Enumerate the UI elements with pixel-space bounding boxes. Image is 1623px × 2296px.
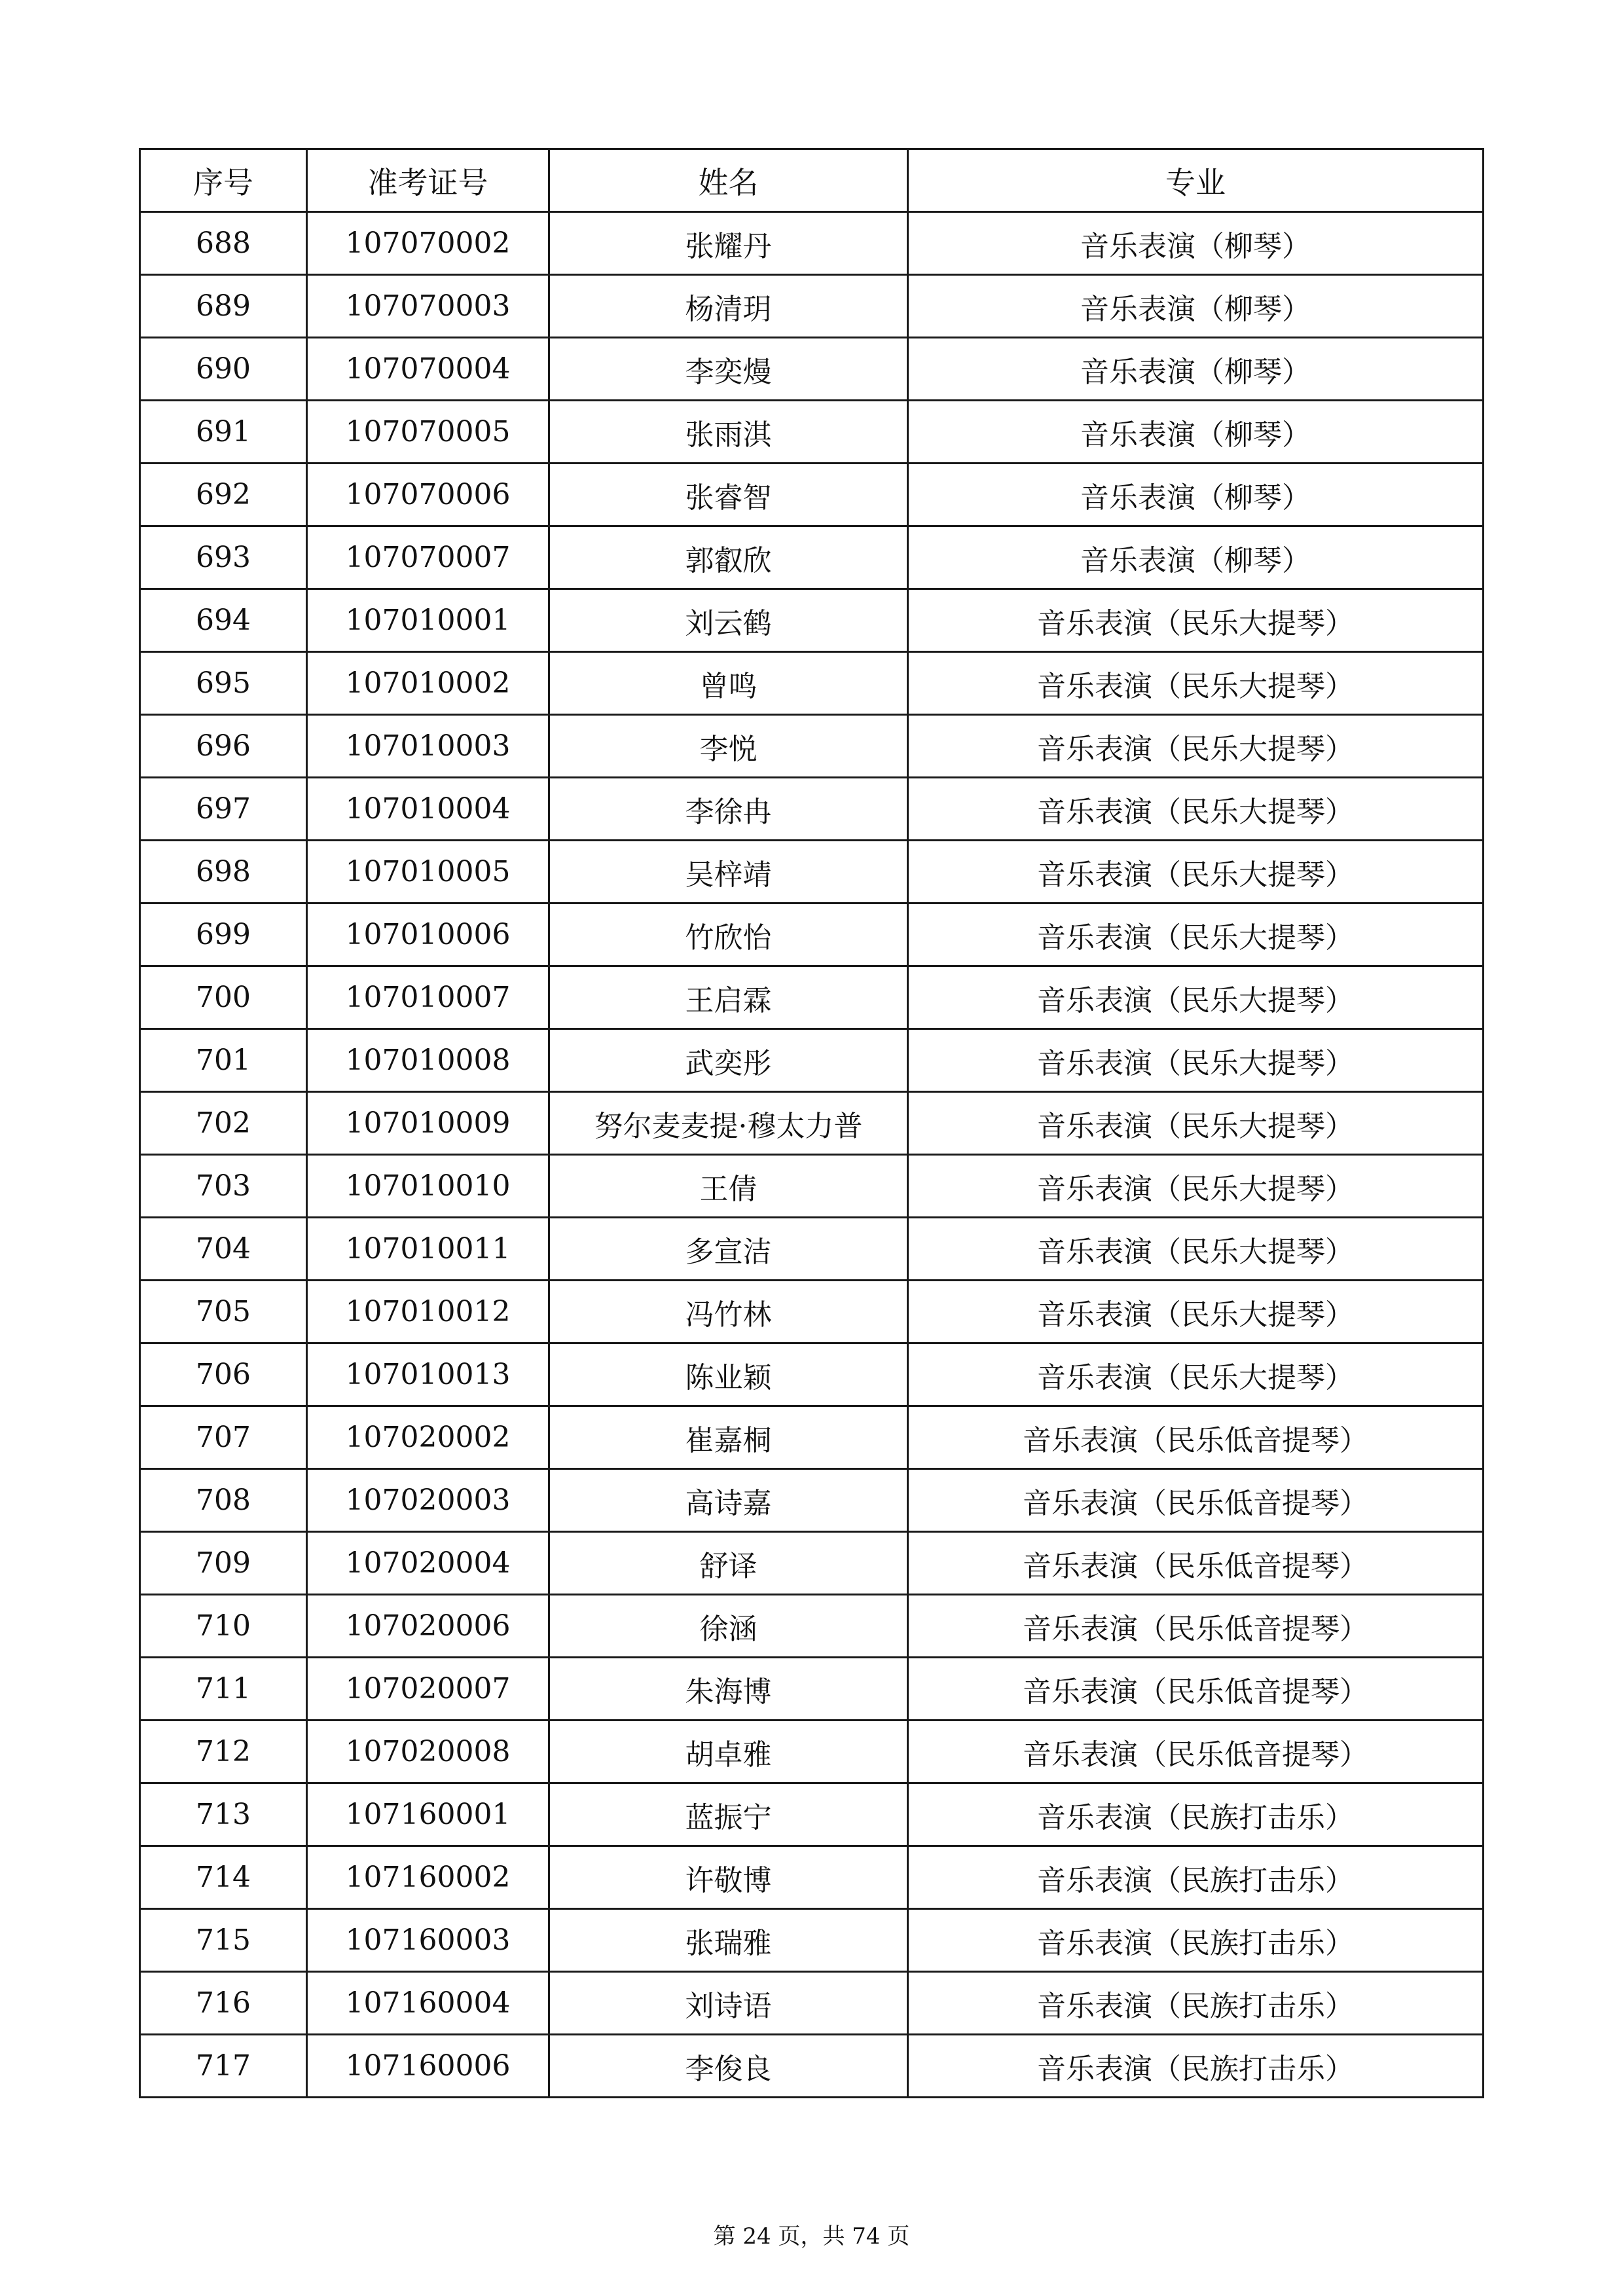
cell-major: 音乐表演（民族打击乐） (908, 1972, 1484, 2035)
header-serial-number: 序号 (140, 149, 307, 212)
cell-serial-number: 708 (140, 1469, 307, 1532)
cell-name: 舒译 (549, 1532, 908, 1595)
cell-major: 音乐表演（柳琴） (908, 401, 1484, 464)
cell-serial-number: 712 (140, 1721, 307, 1783)
cell-serial-number: 688 (140, 212, 307, 275)
table-row (140, 903, 1484, 966)
cell-name: 张瑞雅 (549, 1909, 908, 1972)
cell-serial-number: 691 (140, 401, 307, 464)
cell-serial-number: 693 (140, 526, 307, 589)
table-row (140, 1343, 1484, 1406)
table-row (140, 2035, 1484, 2098)
table-row (140, 1092, 1484, 1155)
cell-exam-ticket-number: 107070005 (307, 401, 549, 464)
cell-name: 吴梓靖 (549, 841, 908, 903)
table-row (140, 1532, 1484, 1595)
cell-major: 音乐表演（柳琴） (908, 526, 1484, 589)
cell-exam-ticket-number: 107010009 (307, 1092, 549, 1155)
cell-name: 李俊良 (549, 2035, 908, 2098)
cell-major: 音乐表演（民乐大提琴） (908, 1155, 1484, 1218)
cell-name: 蓝振宁 (549, 1783, 908, 1846)
cell-major: 音乐表演（民族打击乐） (908, 2035, 1484, 2098)
cell-major: 音乐表演（民乐低音提琴） (908, 1595, 1484, 1658)
header-exam-ticket-number: 准考证号 (307, 149, 549, 212)
cell-major: 音乐表演（民族打击乐） (908, 1846, 1484, 1909)
cell-serial-number: 707 (140, 1406, 307, 1469)
cell-name: 曾鸣 (549, 652, 908, 715)
table-row (140, 1972, 1484, 2035)
table-row (140, 1721, 1484, 1783)
cell-major: 音乐表演（民乐大提琴） (908, 841, 1484, 903)
table-row (140, 1909, 1484, 1972)
cell-name: 张耀丹 (549, 212, 908, 275)
cell-exam-ticket-number: 107010010 (307, 1155, 549, 1218)
cell-name: 徐涵 (549, 1595, 908, 1658)
cell-major: 音乐表演（民乐大提琴） (908, 903, 1484, 966)
cell-serial-number: 709 (140, 1532, 307, 1595)
cell-major: 音乐表演（柳琴） (908, 275, 1484, 338)
cell-major: 音乐表演（民乐低音提琴） (908, 1658, 1484, 1721)
cell-exam-ticket-number: 107010013 (307, 1343, 549, 1406)
cell-exam-ticket-number: 107020008 (307, 1721, 549, 1783)
table-row (140, 401, 1484, 464)
cell-serial-number: 689 (140, 275, 307, 338)
table-row (140, 652, 1484, 715)
cell-exam-ticket-number: 107160006 (307, 2035, 549, 2098)
cell-exam-ticket-number: 107020007 (307, 1658, 549, 1721)
table-row (140, 338, 1484, 401)
cell-exam-ticket-number: 107010011 (307, 1218, 549, 1281)
table-body (140, 212, 1484, 2098)
cell-serial-number: 694 (140, 589, 307, 652)
cell-serial-number: 716 (140, 1972, 307, 2035)
cell-major: 音乐表演（民乐大提琴） (908, 778, 1484, 841)
cell-major: 音乐表演（民族打击乐） (908, 1909, 1484, 1972)
cell-serial-number: 704 (140, 1218, 307, 1281)
cell-name: 竹欣怡 (549, 903, 908, 966)
cell-name: 王启霖 (549, 966, 908, 1029)
cell-exam-ticket-number: 107160003 (307, 1909, 549, 1972)
cell-exam-ticket-number: 107010006 (307, 903, 549, 966)
cell-exam-ticket-number: 107020002 (307, 1406, 549, 1469)
table-row (140, 966, 1484, 1029)
cell-major: 音乐表演（柳琴） (908, 338, 1484, 401)
cell-major: 音乐表演（民乐低音提琴） (908, 1406, 1484, 1469)
cell-exam-ticket-number: 107070004 (307, 338, 549, 401)
cell-exam-ticket-number: 107070003 (307, 275, 549, 338)
table-row (140, 841, 1484, 903)
cell-name: 崔嘉桐 (549, 1406, 908, 1469)
table-row (140, 1155, 1484, 1218)
cell-exam-ticket-number: 107010012 (307, 1281, 549, 1343)
cell-major: 音乐表演（民乐大提琴） (908, 1281, 1484, 1343)
cell-exam-ticket-number: 107010001 (307, 589, 549, 652)
cell-name: 李悦 (549, 715, 908, 778)
cell-name: 郭叡欣 (549, 526, 908, 589)
cell-exam-ticket-number: 107070007 (307, 526, 549, 589)
student-list-table-container (139, 148, 1482, 2098)
cell-major: 音乐表演（民乐低音提琴） (908, 1532, 1484, 1595)
cell-major: 音乐表演（民乐低音提琴） (908, 1721, 1484, 1783)
cell-serial-number: 714 (140, 1846, 307, 1909)
table-row (140, 1218, 1484, 1281)
header-major: 专业 (908, 149, 1484, 212)
cell-serial-number: 710 (140, 1595, 307, 1658)
table-row (140, 1469, 1484, 1532)
cell-serial-number: 692 (140, 464, 307, 526)
cell-major: 音乐表演（柳琴） (908, 464, 1484, 526)
cell-exam-ticket-number: 107070006 (307, 464, 549, 526)
cell-name: 陈业颖 (549, 1343, 908, 1406)
student-list-table (139, 148, 1484, 2098)
cell-name: 冯竹林 (549, 1281, 908, 1343)
cell-serial-number: 705 (140, 1281, 307, 1343)
cell-name: 刘云鹤 (549, 589, 908, 652)
cell-major: 音乐表演（民乐大提琴） (908, 589, 1484, 652)
cell-serial-number: 703 (140, 1155, 307, 1218)
cell-name: 张雨淇 (549, 401, 908, 464)
cell-major: 音乐表演（民族打击乐） (908, 1783, 1484, 1846)
cell-name: 武奕彤 (549, 1029, 908, 1092)
cell-name: 许敬博 (549, 1846, 908, 1909)
table-row (140, 526, 1484, 589)
cell-serial-number: 696 (140, 715, 307, 778)
cell-serial-number: 715 (140, 1909, 307, 1972)
cell-serial-number: 706 (140, 1343, 307, 1406)
cell-serial-number: 702 (140, 1092, 307, 1155)
cell-name: 刘诗语 (549, 1972, 908, 2035)
cell-serial-number: 700 (140, 966, 307, 1029)
table-row (140, 1658, 1484, 1721)
table-row (140, 778, 1484, 841)
cell-exam-ticket-number: 107070002 (307, 212, 549, 275)
cell-name: 胡卓雅 (549, 1721, 908, 1783)
cell-major: 音乐表演（柳琴） (908, 212, 1484, 275)
table-row (140, 212, 1484, 275)
table-row (140, 589, 1484, 652)
cell-serial-number: 717 (140, 2035, 307, 2098)
cell-major: 音乐表演（民乐大提琴） (908, 966, 1484, 1029)
cell-exam-ticket-number: 107160002 (307, 1846, 549, 1909)
cell-exam-ticket-number: 107010002 (307, 652, 549, 715)
cell-major: 音乐表演（民乐大提琴） (908, 1029, 1484, 1092)
cell-major: 音乐表演（民乐大提琴） (908, 1092, 1484, 1155)
cell-exam-ticket-number: 107010005 (307, 841, 549, 903)
cell-name: 多宣洁 (549, 1218, 908, 1281)
cell-name: 李徐冉 (549, 778, 908, 841)
cell-serial-number: 701 (140, 1029, 307, 1092)
cell-major: 音乐表演（民乐低音提琴） (908, 1469, 1484, 1532)
cell-exam-ticket-number: 107010004 (307, 778, 549, 841)
cell-serial-number: 711 (140, 1658, 307, 1721)
page-number-footer: 第 24 页，共 74 页 (713, 2223, 910, 2250)
cell-serial-number: 699 (140, 903, 307, 966)
table-row (140, 1595, 1484, 1658)
table-row (140, 715, 1484, 778)
cell-serial-number: 697 (140, 778, 307, 841)
cell-exam-ticket-number: 107010008 (307, 1029, 549, 1092)
cell-exam-ticket-number: 107010003 (307, 715, 549, 778)
cell-major: 音乐表演（民乐大提琴） (908, 1218, 1484, 1281)
cell-serial-number: 695 (140, 652, 307, 715)
cell-serial-number: 713 (140, 1783, 307, 1846)
cell-serial-number: 690 (140, 338, 307, 401)
cell-exam-ticket-number: 107020006 (307, 1595, 549, 1658)
cell-name: 张睿智 (549, 464, 908, 526)
table-row (140, 464, 1484, 526)
cell-name: 李奕熳 (549, 338, 908, 401)
table-row (140, 1846, 1484, 1909)
cell-exam-ticket-number: 107010007 (307, 966, 549, 1029)
cell-exam-ticket-number: 107160001 (307, 1783, 549, 1846)
cell-serial-number: 698 (140, 841, 307, 903)
table-header-row (140, 149, 1484, 212)
cell-name: 朱海博 (549, 1658, 908, 1721)
cell-name: 杨清玥 (549, 275, 908, 338)
cell-name: 王倩 (549, 1155, 908, 1218)
cell-exam-ticket-number: 107160004 (307, 1972, 549, 2035)
table-row (140, 1783, 1484, 1846)
table-row (140, 1029, 1484, 1092)
cell-exam-ticket-number: 107020004 (307, 1532, 549, 1595)
table-row (140, 1281, 1484, 1343)
cell-exam-ticket-number: 107020003 (307, 1469, 549, 1532)
table-row (140, 1406, 1484, 1469)
cell-name: 高诗嘉 (549, 1469, 908, 1532)
cell-major: 音乐表演（民乐大提琴） (908, 1343, 1484, 1406)
cell-name: 努尔麦麦提·穆太力普 (549, 1092, 908, 1155)
cell-major: 音乐表演（民乐大提琴） (908, 652, 1484, 715)
table-row (140, 275, 1484, 338)
header-name: 姓名 (549, 149, 908, 212)
cell-major: 音乐表演（民乐大提琴） (908, 715, 1484, 778)
